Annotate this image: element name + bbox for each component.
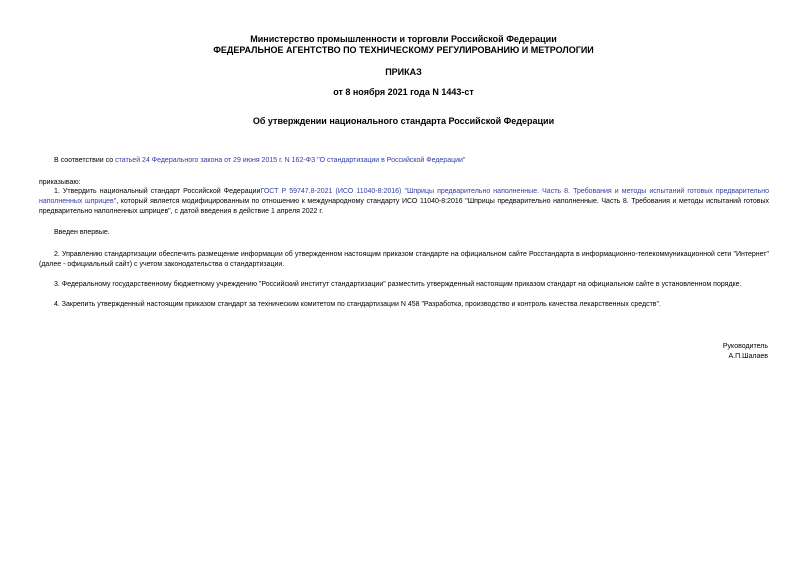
law-article-link[interactable]: статьей 24 Федерального закона от 29 июня 2015 г. N 162-ФЗ "О стандартизации в Российской Федерации" bbox=[115, 157, 466, 164]
preamble-prefix: В соответствии со bbox=[54, 157, 116, 164]
item-4: 4. Закрепить утвержденный настоящим приказом стандарт за техническим комитетом по стандартизации N 458 "Разработка, производство и контроль качества лекарственных средств". bbox=[54, 301, 661, 308]
item-3: 3. Федеральному государственному бюджетному учреждению "Российский институт стандартизации" разместить утвержденный настоящим приказом стандарт на официальном сайте в установленном порядке. bbox=[54, 281, 742, 288]
item-1 bbox=[39, 187, 769, 217]
item-1-suffix: , который является модифицированным по отношению к международному стандарту ИСО 11040-8:2016 "Шприцы предварительно наполненные. Часть 8. Требования и методы испытаний готовых предварительно наполненных шприцев", с датой введения в действие 1 апреля 2022 г. bbox=[39, 198, 770, 215]
doc-type: ПРИКАЗ bbox=[385, 67, 422, 77]
doc-subject: Об утверждении национального стандарта Российской Федерации bbox=[252, 116, 555, 126]
agency-title: ФЕДЕРАЛЬНОЕ АГЕНТСТВО ПО ТЕХНИЧЕСКОМУ РЕГУЛИРОВАНИЮ И МЕТРОЛОГИИ bbox=[213, 45, 594, 55]
signature-title: Руководитель bbox=[722, 343, 768, 350]
signature-name: А.П.Шалаев bbox=[728, 353, 768, 360]
gost-link[interactable]: ГОСТ Р 59747.8-2021 (ИСО 11040-8:2016) "Шприцы предварительно наполненные. Часть 8. Требования и методы испытаний готовых предварительно наполненных шприцев" bbox=[39, 188, 769, 205]
order-word: приказываю: bbox=[39, 179, 81, 186]
ministry-title: Министерство промышленности и торговли Российской Федерации bbox=[250, 34, 557, 44]
doc-date-number: от 8 ноября 2021 года N 1443-ст bbox=[333, 87, 474, 97]
item-2: 2. Управлению стандартизации обеспечить размещение информации об утвержденном настоящим приказом стандарте на официальном сайте Росстандарта в информационно-телекоммуникационной сети "Интернет" (далее - официальный сайт) с учетом законодательства о стандартизации. bbox=[39, 251, 769, 268]
item-1-prefix: 1. Утвердить национальный стандарт Российской Федерации bbox=[54, 188, 261, 195]
preamble bbox=[39, 156, 769, 166]
introduced-note: Введен впервые. bbox=[54, 229, 110, 236]
